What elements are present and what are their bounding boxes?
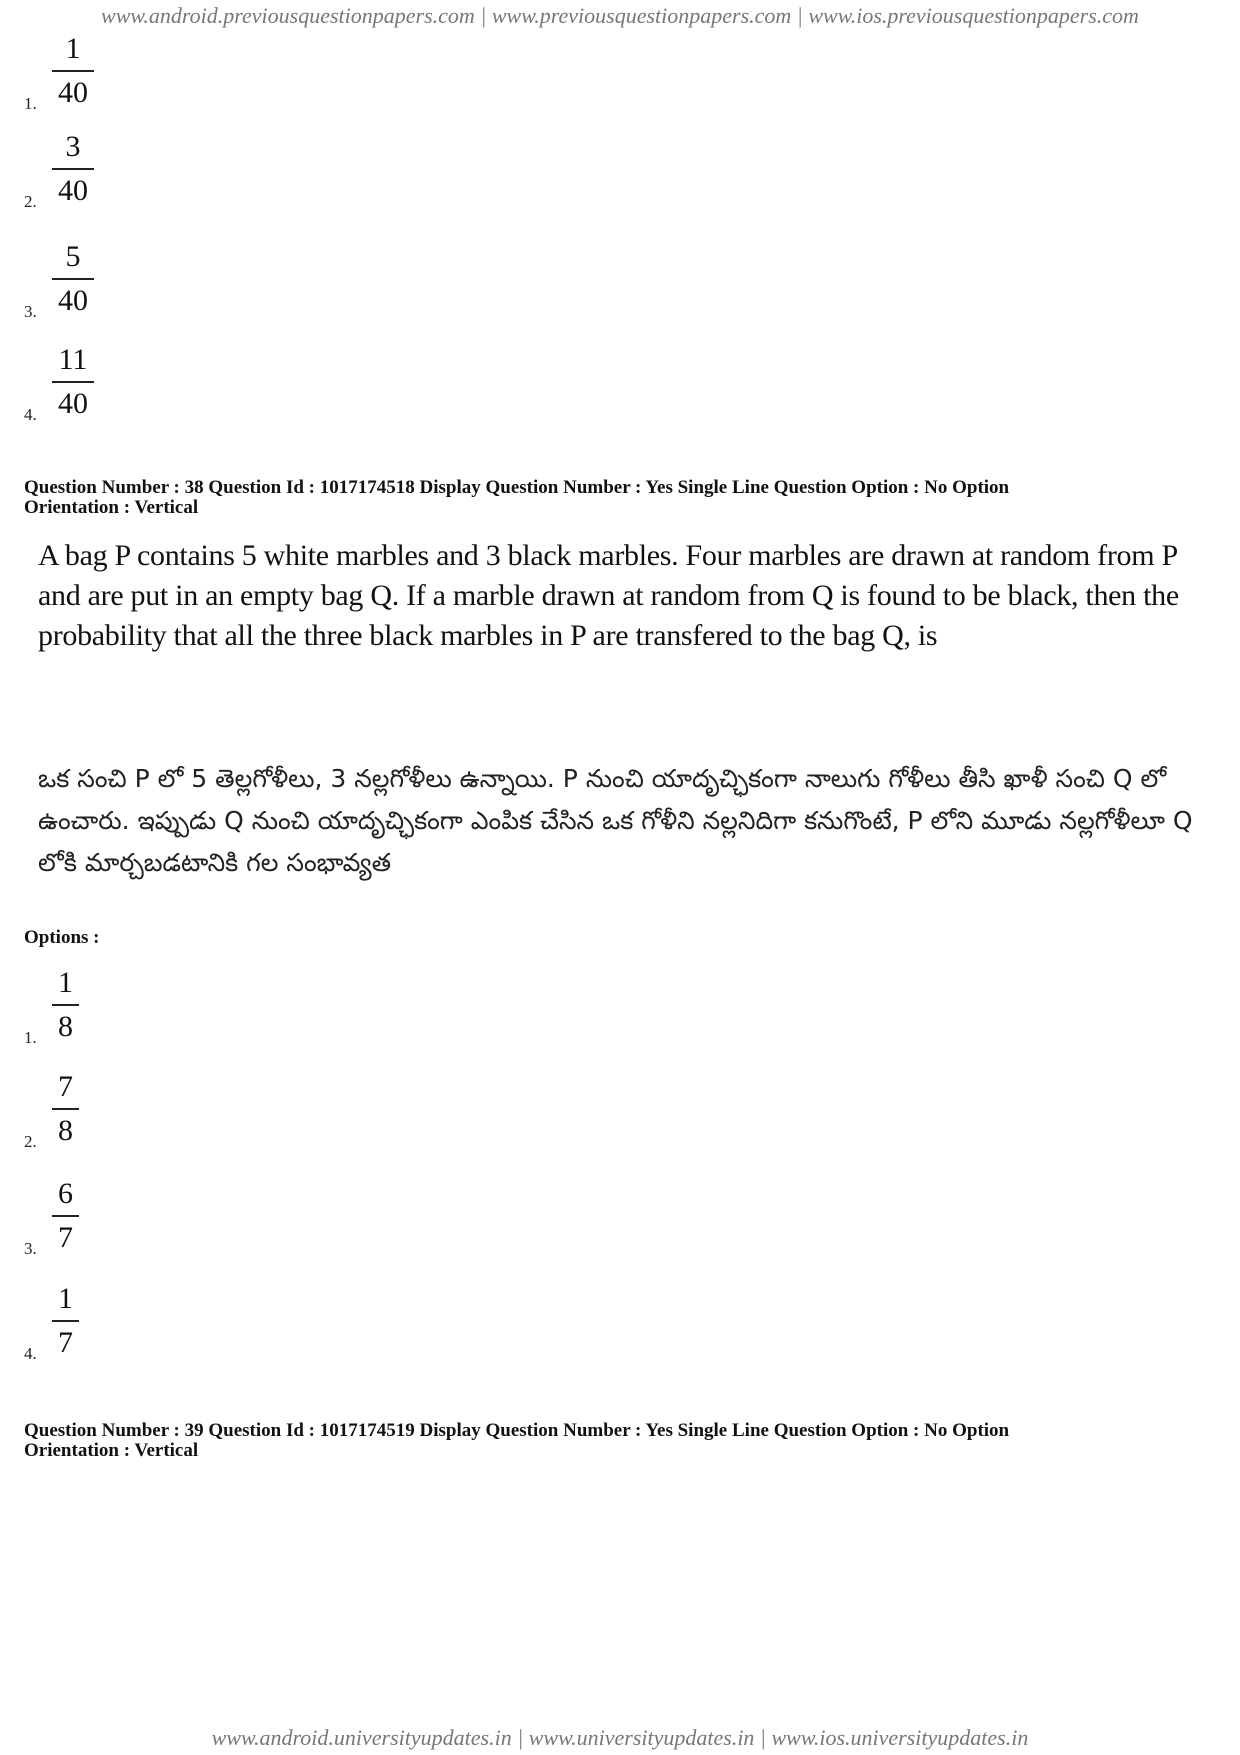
fraction-numerator: 7 [58, 1070, 73, 1103]
option-number: 1. [24, 1028, 37, 1047]
question-meta-line: Orientation : Vertical [24, 1440, 199, 1461]
question-meta-line: Question Number : 39 Question Id : 1017174519 Display Question Number : Yes Single Line Question Option : No Option [24, 1420, 1010, 1441]
question-38-meta [24, 478, 1204, 518]
fraction-numerator: 11 [58, 343, 88, 376]
options-label: Options : [24, 927, 100, 948]
fraction-denominator: 40 [58, 76, 88, 109]
fraction-numerator: 5 [65, 240, 81, 273]
question-38-text-english: A bag P contains 5 white marbles and 3 black marbles. Four marbles are drawn at random from P and are put in an empty bag Q. If a marble drawn at random from Q is found to be black, then the probability that all the three black marbles in P are transfered to the bag Q, is [38, 539, 1179, 652]
question-meta-line: Question Number : 38 Question Id : 1017174518 Display Question Number : Yes Single Line Question Option : No Option [24, 477, 1010, 498]
option-number: 2. [24, 192, 37, 211]
prev-option-4[interactable] [24, 341, 224, 433]
fraction [52, 1280, 79, 1358]
fraction [52, 1175, 79, 1253]
fraction-denominator: 8 [58, 1114, 73, 1147]
fraction-denominator: 8 [58, 1010, 73, 1043]
fraction-numerator: 1 [58, 1282, 73, 1315]
question-meta-line: Orientation : Vertical [24, 497, 199, 518]
footer-watermark-link: www.android.universityupdates.in | www.universityupdates.in | www.ios.universityupdates.in [211, 1725, 1029, 1750]
fraction [52, 30, 94, 108]
fraction-numerator: 1 [58, 966, 73, 999]
prev-option-3[interactable] [24, 238, 224, 330]
option-number: 3. [24, 302, 37, 321]
prev-option-2[interactable] [24, 128, 224, 220]
fraction [52, 964, 79, 1042]
option-number: 1. [24, 94, 37, 113]
question-38-option-1[interactable] [24, 964, 224, 1056]
fraction-numerator: 3 [65, 130, 81, 163]
header-watermark-link: www.android.previousquestionpapers.com | www.previousquestionpapers.com | www.ios.previousquestionpapers.com [101, 3, 1139, 28]
question-38-option-4[interactable] [24, 1280, 224, 1372]
option-number: 3. [24, 1239, 37, 1258]
prev-option-1[interactable] [24, 30, 224, 122]
fraction-numerator: 6 [58, 1177, 73, 1210]
fraction-numerator: 1 [65, 32, 81, 65]
fraction-denominator: 40 [58, 174, 88, 207]
fraction-denominator: 40 [58, 387, 88, 420]
fraction-denominator: 40 [58, 284, 88, 317]
option-number: 4. [24, 1344, 37, 1363]
option-number: 4. [24, 405, 37, 424]
fraction [52, 128, 94, 206]
fraction [52, 341, 94, 419]
question-38-option-2[interactable] [24, 1068, 224, 1160]
question-38-option-3[interactable] [24, 1175, 224, 1267]
fraction [52, 238, 94, 316]
question-39-meta [24, 1421, 1204, 1461]
option-number: 2. [24, 1132, 37, 1151]
question-38-text-telugu: ఒక సంచి P లో 5 తెల్లగోళీలు, 3 నల్లగోళీలు ఉన్నాయి. P నుంచి యాదృచ్ఛికంగా నాలుగు గోళీలు తీసి ఖాళీ సంచి Q లో ఉంచారు. ఇప్పుడు Q నుంచి యాదృచ్ఛికంగా ఎంపిక చేసిన ఒక గోళీని నల్లనిదిగా కనుగొంటే, P లోని మూడు నల్లగోళీలూ Q లోకి మార్చబడటానికి గల సంభావ్యత [38, 764, 1193, 877]
fraction-denominator: 7 [58, 1326, 73, 1359]
fraction-denominator: 7 [58, 1221, 73, 1254]
fraction [52, 1068, 79, 1146]
